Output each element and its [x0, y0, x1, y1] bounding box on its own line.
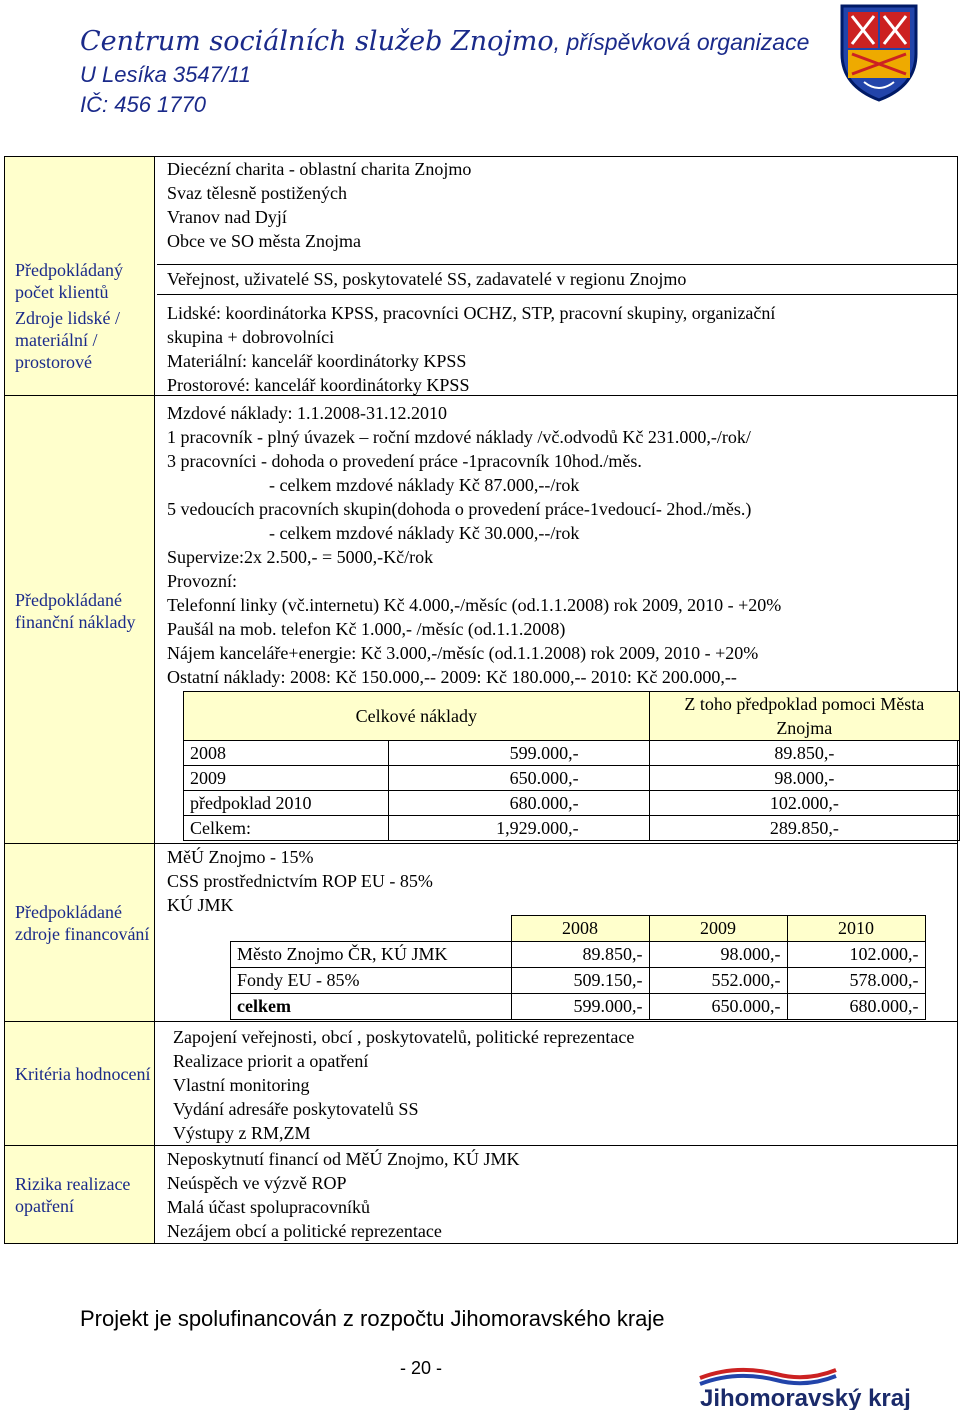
criteria-line: Výstupy z RM,ZM [173, 1123, 311, 1143]
table-cell: 289.850,- [649, 816, 959, 841]
table-header-cell: 2010 [787, 916, 925, 942]
risk-line: Neúspěch ve výzvě ROP [167, 1173, 347, 1193]
table-cell: 89.850,- [511, 942, 649, 968]
table-row [231, 942, 926, 968]
resource-line: Materiální: kancelář koordinátorky KPSS [167, 351, 467, 371]
jihomoravsky-kraj-logo-icon [696, 1360, 942, 1410]
partner-line: Obce ve SO města Znojma [167, 231, 361, 251]
table-cell: 578.000,- [787, 968, 925, 994]
table-cell: 102.000,- [787, 942, 925, 968]
label-resources: Zdroje lidské / materiální / prostorové [15, 308, 120, 372]
table-cell: Celkem: [184, 816, 389, 841]
criteria-line: Zapojení veřejnosti, obcí , poskytovatelů, politické reprezentace [173, 1027, 635, 1047]
table-cell: předpoklad 2010 [184, 791, 389, 816]
cost-line: 5 vedoucích pracovních skupin(dohoda o provedení práce-1vedoucí- 2hod./měs.) [167, 499, 752, 519]
table-cell: celkem [231, 994, 512, 1020]
table-row [231, 994, 926, 1020]
table-cell: 2009 [184, 766, 389, 791]
table-cell: 2008 [184, 741, 389, 766]
resource-line: Lidské: koordinátorka KPSS, pracovníci OCHZ, STP, pracovní skupiny, organizační [167, 303, 776, 323]
funding-line: MěÚ Znojmo - 15% [167, 847, 314, 867]
funding-table [230, 915, 926, 1020]
table-row [231, 916, 926, 942]
table-header-cell [231, 916, 512, 942]
table-header-cell: 2008 [511, 916, 649, 942]
table-header-cell: 2009 [649, 916, 787, 942]
table-cell: 1,929.000,- [389, 816, 649, 841]
table-cell: 509.150,- [511, 968, 649, 994]
cost-line: - celkem mzdové náklady Kč 30.000,--/rok [269, 523, 580, 543]
cost-line: Provozní: [167, 571, 237, 591]
label-clients: Předpokládaný počet klientů [15, 260, 123, 302]
table-cell: 650.000,- [389, 766, 649, 791]
table-cell: 650.000,- [649, 994, 787, 1020]
table-cell: 599.000,- [511, 994, 649, 1020]
table-header-cell: Z toho předpoklad pomoci Města Znojma [649, 692, 959, 741]
table-row [231, 968, 926, 994]
label-column [5, 157, 155, 1243]
funding-line: CSS prostřednictvím ROP EU - 85% [167, 871, 433, 891]
table-cell: 98.000,- [649, 942, 787, 968]
risk-line: Neposkytnutí financí od MěÚ Znojmo, KÚ JMK [167, 1149, 520, 1169]
table-cell: Město Znojmo ČR, KÚ JMK [231, 942, 512, 968]
risk-line: Nezájem obcí a politické reprezentace [167, 1221, 442, 1241]
cost-line: Supervize:2x 2.500,- = 5000,-Kč/rok [167, 547, 434, 567]
org-name-main: Centrum sociálních služeb Znojmo [80, 26, 554, 57]
page-number: - 20 - [400, 1358, 443, 1378]
footer-text: Projekt je spolufinancován z rozpočtu Jihomoravského kraje [80, 1306, 665, 1331]
cost-table [183, 691, 960, 841]
cost-line: 3 pracovníci - dohoda o provedení práce -1pracovník 10hod./měs. [167, 451, 642, 471]
criteria-line: Vlastní monitoring [173, 1075, 310, 1095]
table-cell: Fondy EU - 85% [231, 968, 512, 994]
table-row [184, 766, 960, 791]
cost-line: 1 pracovník - plný úvazek – roční mzdové náklady /vč.odvodů Kč 231.000,-/rok/ [167, 427, 751, 447]
table-cell: 680.000,- [787, 994, 925, 1020]
table-cell: 102.000,- [649, 791, 959, 816]
clients-text: Veřejnost, uživatelé SS, poskytovatelé SS, zadavatelé v regionu Znojmo [167, 269, 687, 289]
label-funding: Předpokládané zdroje financování [15, 902, 150, 944]
table-header-cell: Celkové náklady [184, 692, 650, 741]
cost-line: Telefonní linky (vč.internetu) Kč 4.000,-/měsíc (od.1.1.2008) rok 2009, 2010 - +20% [167, 595, 782, 615]
funding-line: KÚ JMK [167, 895, 234, 915]
table-cell: 680.000,- [389, 791, 649, 816]
table-cell: 89.850,- [649, 741, 959, 766]
label-criteria: Kritéria hodnocení [15, 1064, 151, 1084]
cost-line: Nájem kanceláře+energie: Kč 3.000,-/měsíc (od.1.1.2008) rok 2009, 2010 - +20% [167, 643, 759, 663]
organization-name [80, 26, 809, 57]
table-cell: 552.000,- [649, 968, 787, 994]
table-row [184, 816, 960, 841]
table-row [184, 741, 960, 766]
table-cell: 98.000,- [649, 766, 959, 791]
partner-line: Svaz tělesně postižených [167, 183, 347, 203]
org-name-suffix: , příspěvková organizace [553, 29, 810, 55]
table-cell: 599.000,- [389, 741, 649, 766]
cost-line: Ostatní náklady: 2008: Kč 150.000,-- 2009: Kč 180.000,-- 2010: Kč 200.000,-- [167, 667, 737, 687]
table-row [184, 692, 960, 741]
risk-line: Malá účast spolupracovníků [167, 1197, 370, 1217]
logo-text: Jihomoravský kraj [700, 1385, 911, 1410]
partner-line: Vranov nad Dyjí [167, 207, 287, 227]
partner-line: Diecézní charita - oblastní charita Znojmo [167, 159, 472, 179]
label-costs: Předpokládané finanční náklady [15, 590, 136, 632]
table-row [184, 791, 960, 816]
label-risks: Rizika realizace opatření [15, 1174, 131, 1216]
org-address: U Lesíka 3547/11 [80, 62, 251, 87]
cost-line: - celkem mzdové náklady Kč 87.000,--/rok [269, 475, 580, 495]
znojmo-crest-icon [838, 2, 920, 102]
cost-line: Mzdové náklady: 1.1.2008-31.12.2010 [167, 403, 447, 423]
org-ico: IČ: 456 1770 [80, 92, 206, 117]
resource-line: skupina + dobrovolníci [167, 327, 335, 347]
criteria-line: Realizace priorit a opatření [173, 1051, 369, 1071]
resource-line: Prostorové: kancelář koordinátorky KPSS [167, 375, 470, 395]
criteria-line: Vydání adresáře poskytovatelů SS [173, 1099, 419, 1119]
cost-line: Paušál na mob. telefon Kč 1.000,- /měsíc (od.1.1.2008) [167, 619, 566, 639]
